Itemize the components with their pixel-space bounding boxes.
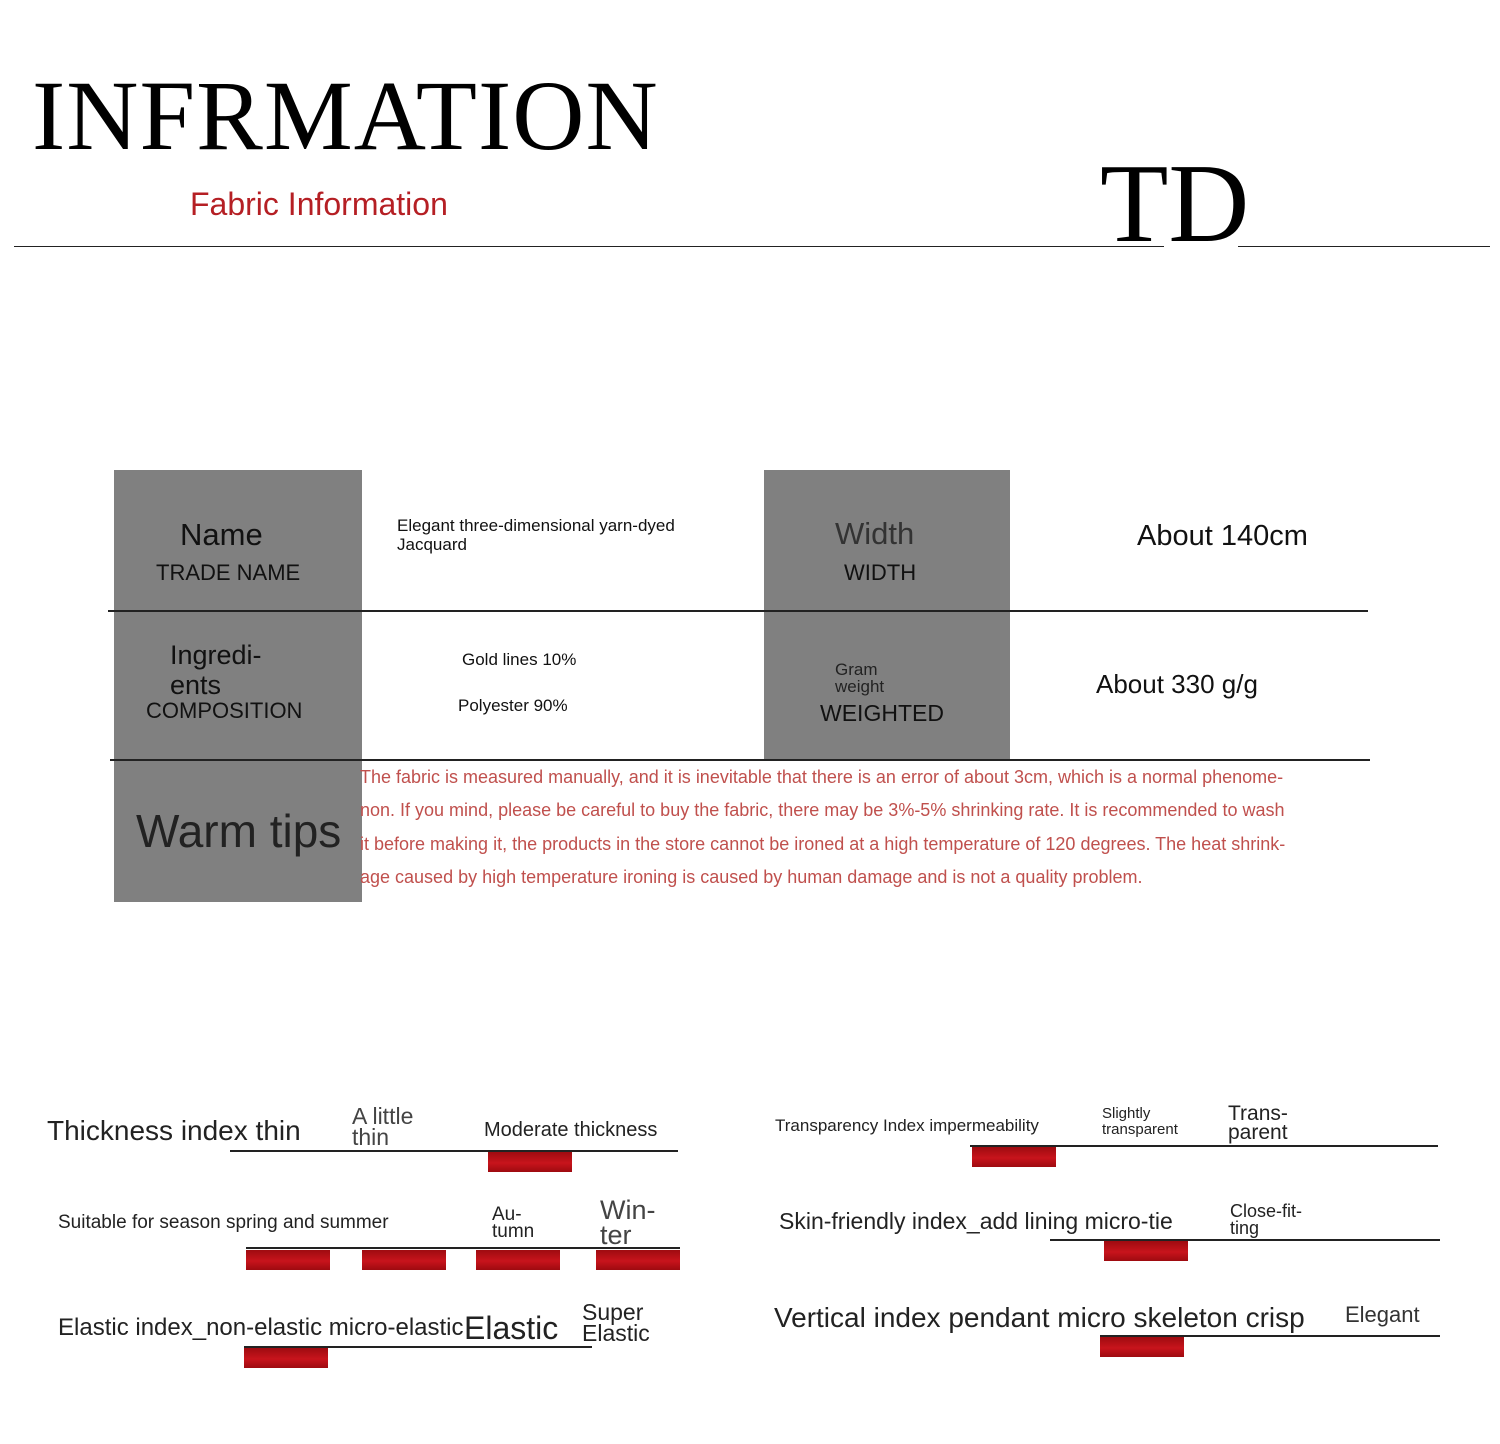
composition-value: Gold lines 10% [462, 650, 577, 669]
table-row-divider [110, 759, 1370, 761]
thickness-scale-line [230, 1150, 678, 1152]
warm-tips-text: it before making it, the products in the store cannot be ironed at a high temperature of 120 degrees. The heat shrink- [360, 834, 1286, 854]
transparency-option-transparent: Trans- parent [1228, 1102, 1288, 1145]
transparency-option-slight: Slightly transparent [1102, 1105, 1178, 1138]
elastic-selected-marker [244, 1348, 328, 1368]
warm-tips-text: age caused by high temperature ironing is caused by human damage and is not a quality problem. [360, 867, 1143, 887]
weight-label-en: WEIGHTED [820, 700, 944, 726]
name-label-en: TRADE NAME [156, 560, 301, 585]
season-option-winter: Win- ter [600, 1195, 656, 1250]
season-selected-marker [362, 1250, 446, 1270]
label-cell-weight [764, 612, 1010, 760]
name-value: Elegant three-dimensional yarn-dyed [397, 516, 675, 535]
vertical-index-label: Vertical index pendant micro skeleton crisp [774, 1302, 1305, 1333]
skin-index-label: Skin-friendly index_add lining micro-tie [779, 1208, 1173, 1234]
width-value: About 140cm [1137, 520, 1308, 552]
season-option-autumn: Au- tumn [492, 1204, 535, 1243]
elastic-option-super: Super Elastic [582, 1299, 650, 1347]
thickness-index-label: Thickness index thin [47, 1115, 301, 1146]
warm-tips-text: The fabric is measured manually, and it is inevitable that there is an error of about 3cm, which is a normal phenome- [360, 767, 1284, 787]
thickness-selected-marker [488, 1152, 572, 1172]
composition-value: Polyester 90% [458, 696, 568, 715]
warm-tips-text: non. If you mind, please be careful to buy the fabric, there may be 3%-5% shrinking rate. It is recommended to wash [360, 800, 1285, 820]
header-divider-left [14, 246, 1164, 247]
thickness-option-little-thin: A little thin [352, 1103, 414, 1151]
season-selected-marker [246, 1250, 330, 1270]
season-selected-marker [596, 1250, 680, 1270]
transparency-selected-marker [972, 1147, 1056, 1167]
header-divider-right [1238, 246, 1490, 247]
name-value: Jacquard [397, 535, 467, 554]
width-label-en: WIDTH [844, 560, 917, 585]
weight-label: Gram [835, 660, 878, 679]
transparency-index-label: Transparency Index impermeability [775, 1116, 1039, 1135]
label-cell-composition [114, 612, 362, 760]
elastic-option-elastic: Elastic [464, 1310, 559, 1346]
weight-value: About 330 g/g [1096, 669, 1258, 699]
brand-logo: TD [1100, 142, 1250, 266]
vertical-option-elegant: Elegant [1345, 1302, 1420, 1327]
weight-label: weight [835, 677, 885, 696]
name-label: Name [180, 517, 263, 552]
warm-tips-label: Warm tips [136, 805, 342, 857]
thickness-option-moderate: Moderate thickness [484, 1119, 658, 1141]
season-index-label: Suitable for season spring and summer [58, 1212, 389, 1233]
vertical-selected-marker [1100, 1337, 1184, 1357]
page-title: INFRMATION [32, 60, 659, 171]
composition-label: ents [170, 670, 222, 700]
skin-selected-marker [1104, 1241, 1188, 1261]
width-label: Width [835, 516, 915, 551]
season-selected-marker [476, 1250, 560, 1270]
skin-option-close-fitting: Close-fit- ting [1230, 1201, 1303, 1238]
elastic-index-label: Elastic index_non-elastic micro-elastic [58, 1314, 464, 1341]
page-subtitle: Fabric Information [190, 186, 448, 222]
season-scale-line [246, 1247, 680, 1249]
table-row-divider [108, 610, 1368, 612]
composition-label-en: COMPOSITION [146, 698, 303, 723]
composition-label: Ingredi- [170, 640, 262, 670]
